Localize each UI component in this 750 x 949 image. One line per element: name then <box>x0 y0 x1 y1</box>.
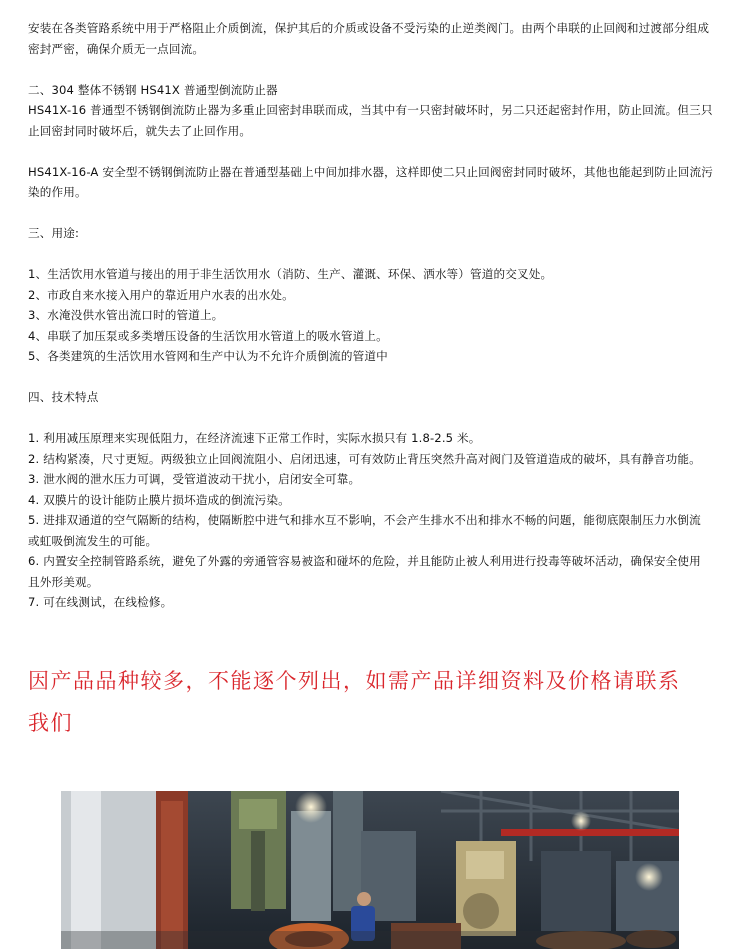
list-item: 4、串联了加压泵或多类增压设备的生活饮用水管道上的吸水管道上。 <box>28 328 388 343</box>
list-item: 3、水淹没供水管出流口时的管道上。 <box>28 308 224 322</box>
section-2-text: 染的作用。 <box>28 185 87 199</box>
list-item: 7. 可在线测试，在线检修。 <box>28 595 173 609</box>
contact-notice <box>28 660 728 744</box>
contact-notice-line: 我们 <box>28 711 73 735</box>
section-2-safety <box>28 162 728 203</box>
list-item: 4. 双膜片的设计能防止膜片损坏造成的倒流污染。 <box>28 492 290 507</box>
section-2-heading: 二、304 整体不锈钢 HS41X 普通型倒流防止器 <box>28 82 278 97</box>
list-item: 2. 结构紧凑，尺寸更短。两级独立止回阀流阻小、启闭迅速，可有效防止背压突然升高对阀门及管道造成的破坏，具有静音功能。 <box>28 451 701 466</box>
section-4-heading: 四、技术特点 <box>28 390 99 404</box>
section-2-text: HS41X-16 普通型不锈钢倒流防止器为多重止回密封串联而成，当其中有一只密封破坏时，另二只还起密封作用，防止回流。但三只 <box>28 103 713 117</box>
list-item: 6. 内置安全控制管路系统，避免了外露的旁通管容易被盗和碰坏的危险，并且能防止被人利用进行投毒等破坏活动，确保安全使用 <box>28 554 701 568</box>
list-item: 1. 利用减压原理来实现低阻力，在经济流速下正常工作时，实际水损只有 1.8-2.5 米。 <box>28 431 481 445</box>
section-4-heading-block <box>28 387 728 408</box>
list-item: 3. 泄水阀的泄水压力可调，受管道波动干扰小，启闭安全可靠。 <box>28 472 361 486</box>
list-item: 且外形美观。 <box>28 574 99 589</box>
section-4-list <box>28 428 728 613</box>
list-item: 5、各类建筑的生活饮用水管网和生产中认为不允许介质倒流的管道中 <box>28 349 388 363</box>
section-2-text: 止回密封同时破坏后，就失去了止回作用。 <box>28 123 252 138</box>
section-3-heading-block <box>28 223 728 244</box>
list-item: 1、生活饮用水管道与接出的用于非生活饮用水（消防、生产、灌溉、环保、洒水等）管道的交叉处。 <box>28 267 553 281</box>
list-item: 2、市政自来水接入用户的靠近用户水表的出水处。 <box>28 287 294 302</box>
intro-line: 安装在各类管路系统中用于严格阻止介质倒流，保护其后的介质或设备不受污染的止逆类阀门。由两个串联的止回阀和过渡部分组成 <box>28 21 710 35</box>
list-item: 或虹吸倒流发生的可能。 <box>28 533 158 548</box>
section-2 <box>28 80 728 142</box>
contact-notice-line: 因产品品种较多，不能逐个列出，如需产品详细资料及价格请联系 <box>28 669 681 693</box>
list-item: 5. 进排双通道的空气隔断的结构，使隔断腔中进气和排水互不影响，不会产生排水不出和排水不畅的问题，能彻底限制压力水倒流 <box>28 513 701 527</box>
section-2-text: HS41X-16-A 安全型不锈钢倒流防止器在普通型基础上中间加排水器，这样即使二只止回阀密封同时破坏，其他也能起到防止回流污 <box>28 164 714 179</box>
intro-paragraph <box>28 18 728 59</box>
document-body <box>28 18 728 633</box>
intro-line: 密封严密，确保介质无一点回流。 <box>28 41 205 56</box>
section-3-list <box>28 264 728 367</box>
factory-workshop-photo <box>61 791 679 949</box>
section-3-heading: 三、用途: <box>28 226 80 240</box>
